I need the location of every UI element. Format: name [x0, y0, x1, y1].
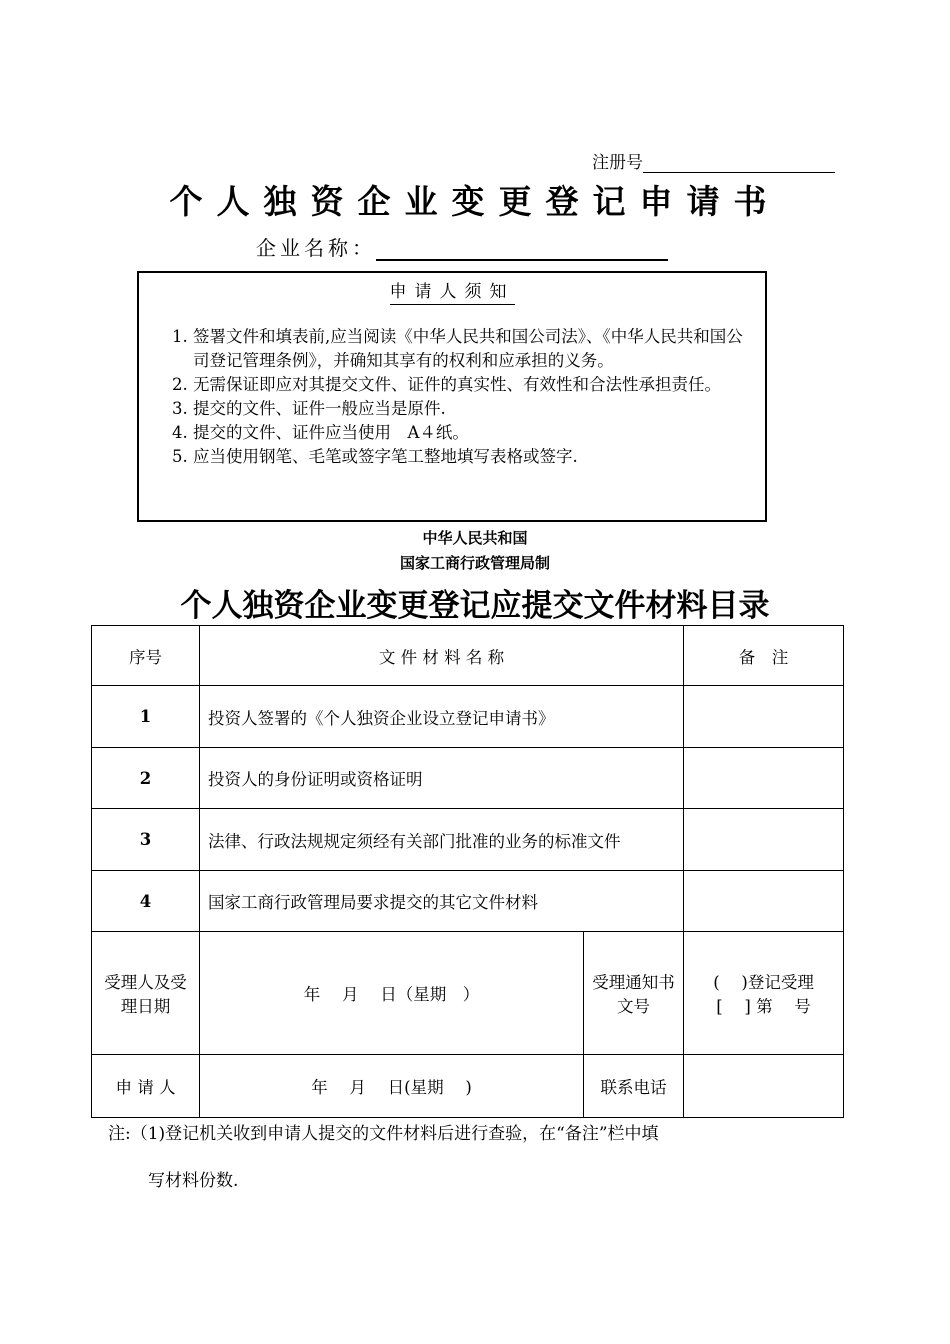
header-name: 文 件 材 料 名 称 — [200, 626, 684, 686]
registration-label: 注册号 — [592, 153, 643, 173]
applicant-notice-box — [137, 271, 767, 522]
table-row — [92, 871, 844, 932]
issuer-line-2: 国家工商行政管理局制 — [399, 554, 550, 572]
issuer-line-1: 中华人民共和国 — [422, 529, 528, 547]
enterprise-name-field[interactable] — [376, 237, 668, 261]
row-remark-cell[interactable] — [684, 686, 844, 748]
applicant-date[interactable]: 年 月 日(星期 ) — [200, 1055, 584, 1118]
enterprise-name-row — [256, 232, 668, 261]
note-line-2: 写材料份数. — [148, 1171, 239, 1191]
notice-list — [163, 325, 759, 469]
applicant-label: 申 请 人 — [92, 1055, 200, 1118]
row-remark-cell[interactable] — [684, 809, 844, 871]
row-no: 1 — [92, 686, 200, 748]
note-line-1: 注:（1)登记机关收到申请人提交的文件材料后进行查验，在“备注”栏中填 — [108, 1124, 659, 1144]
row-no: 2 — [92, 748, 200, 809]
table-row — [92, 809, 844, 871]
page-title: 个人独资企业变更登记申请书 — [169, 182, 781, 221]
table-header-row — [92, 626, 844, 686]
row-no: 4 — [92, 871, 200, 932]
receiver-label: 受理人及受理日期 — [92, 932, 200, 1055]
list-title: 个人独资企业变更登记应提交文件材料目录 — [180, 588, 770, 624]
notice-number-label: 受理通知书文号 — [584, 932, 684, 1055]
registration-number-field[interactable] — [643, 154, 835, 173]
documents-table — [91, 625, 844, 1118]
notice-item: 2. 无需保证即应对其提交文件、证件的真实性、有效性和合法性承担责任。 — [193, 373, 759, 397]
notice-item: 4. 提交的文件、证件应当使用 A４纸。 — [193, 421, 759, 445]
enterprise-name-label: 企业名称： — [256, 236, 376, 260]
table-row — [92, 686, 844, 748]
phone-label: 联系电话 — [584, 1055, 684, 1118]
row-no: 3 — [92, 809, 200, 871]
notice-item: 3. 提交的文件、证件一般应当是原件. — [193, 397, 759, 421]
applicant-row — [92, 1055, 844, 1118]
row-remark-cell[interactable] — [684, 748, 844, 809]
row-name: 投资人签署的《个人独资企业设立登记申请书》 — [200, 686, 684, 748]
notice-number-line-2: [ ] 第 号 — [716, 997, 811, 1016]
notice-number-line-1: ( )登记受理 — [713, 973, 814, 992]
registration-number — [592, 148, 835, 173]
header-remark: 备 注 — [684, 626, 844, 686]
row-name: 国家工商行政管理局要求提交的其它文件材料 — [200, 871, 684, 932]
header-no: 序号 — [92, 626, 200, 686]
phone-field[interactable] — [684, 1055, 844, 1118]
receiver-row — [92, 932, 844, 1055]
table-row — [92, 748, 844, 809]
receiver-date[interactable]: 年 月 日（星期 ） — [200, 932, 584, 1055]
notice-item: 5. 应当使用钢笔、毛笔或签字笔工整地填写表格或签字. — [193, 445, 759, 469]
notice-title: 申请人须知 — [139, 277, 765, 302]
notice-number-value[interactable] — [684, 932, 844, 1055]
row-name: 投资人的身份证明或资格证明 — [200, 748, 684, 809]
notice-item: 1. 签署文件和填表前,应当阅读《中华人民共和国公司法》、《中华人民共和国公司登记管理条例》，并确知其享有的权利和应承担的义务。 — [193, 325, 759, 373]
row-name: 法律、行政法规规定须经有关部门批准的业务的标准文件 — [200, 809, 684, 871]
row-remark-cell[interactable] — [684, 871, 844, 932]
